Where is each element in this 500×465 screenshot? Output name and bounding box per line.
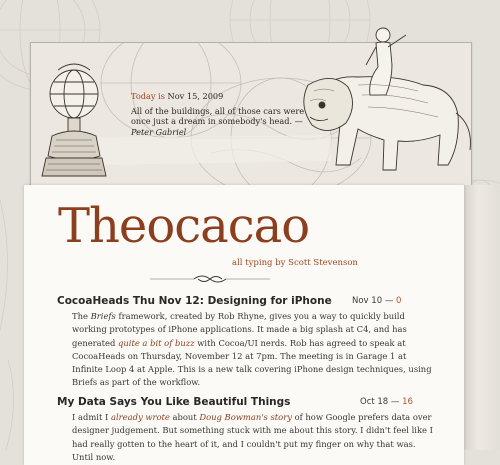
flourish-ornament-icon: [150, 272, 270, 286]
post-date: Oct 18: [360, 397, 389, 407]
post-body-cocoaheads: [72, 310, 436, 390]
post-text: about: [169, 412, 200, 422]
quote-text: All of the buildings, all of those cars were once just a dream in somebody's head. —: [131, 105, 305, 126]
post-title-my-data[interactable]: My Data Says You Like Beautiful Things: [57, 396, 291, 408]
post-meta-my-data: [360, 397, 413, 407]
post-text: framework, created by Rob Rhyne, gives you a way to quickly build working prototypes of iPhone applications. It made a big splash at C4, and has generated: [72, 311, 407, 348]
link-quite-a-bit-of-buzz[interactable]: quite a bit of buzz: [118, 337, 195, 348]
post-text: of how Google prefers data over designer judgement. But something stuck with me about this story. I didn't feel like I had really gotten to the heart of it, and I couldn't put my finger on why that was. Until now.: [72, 412, 433, 462]
post-date: Nov 10: [352, 296, 383, 306]
post-text: The: [72, 311, 91, 321]
site-title[interactable]: Theocacao: [58, 198, 310, 254]
link-doug-bowmans-story[interactable]: Doug Bowman's story: [199, 412, 292, 422]
today-date: Nov 15, 2009: [167, 91, 224, 101]
quote-author: Peter Gabriel: [131, 126, 187, 137]
post-emphasis-briefs: Briefs: [90, 311, 116, 321]
post-body-my-data: [72, 411, 436, 464]
today-label: Today is: [131, 91, 165, 101]
paper-right-edge: [464, 185, 500, 450]
comment-count-link[interactable]: 0: [396, 296, 402, 306]
globe-statue-icon: [38, 60, 110, 180]
post-title-cocoaheads[interactable]: CocoaHeads Thu Nov 12: Designing for iPhone: [57, 295, 332, 307]
post-meta-separator: —: [384, 296, 394, 306]
post-text: with Cocoa/UI nerds. Rob has agreed to speak at CocoaHeads on Thursday, November 12 at 7pm. The meeting is in Garage 1 at Infinite Loop 4 at Apple. This is a new talk covering iPhone design techniques, using Briefs as part of the workflow.: [72, 337, 432, 388]
post-meta-cocoaheads: [352, 296, 401, 306]
link-already-wrote[interactable]: already wrote: [110, 412, 170, 422]
comment-count-link[interactable]: 16: [402, 397, 413, 407]
site-tagline: all typing by Scott Stevenson: [232, 258, 358, 268]
lion-statue-icon: [288, 25, 478, 185]
post-text: I admit I: [72, 412, 111, 422]
post-meta-separator: —: [390, 397, 400, 407]
